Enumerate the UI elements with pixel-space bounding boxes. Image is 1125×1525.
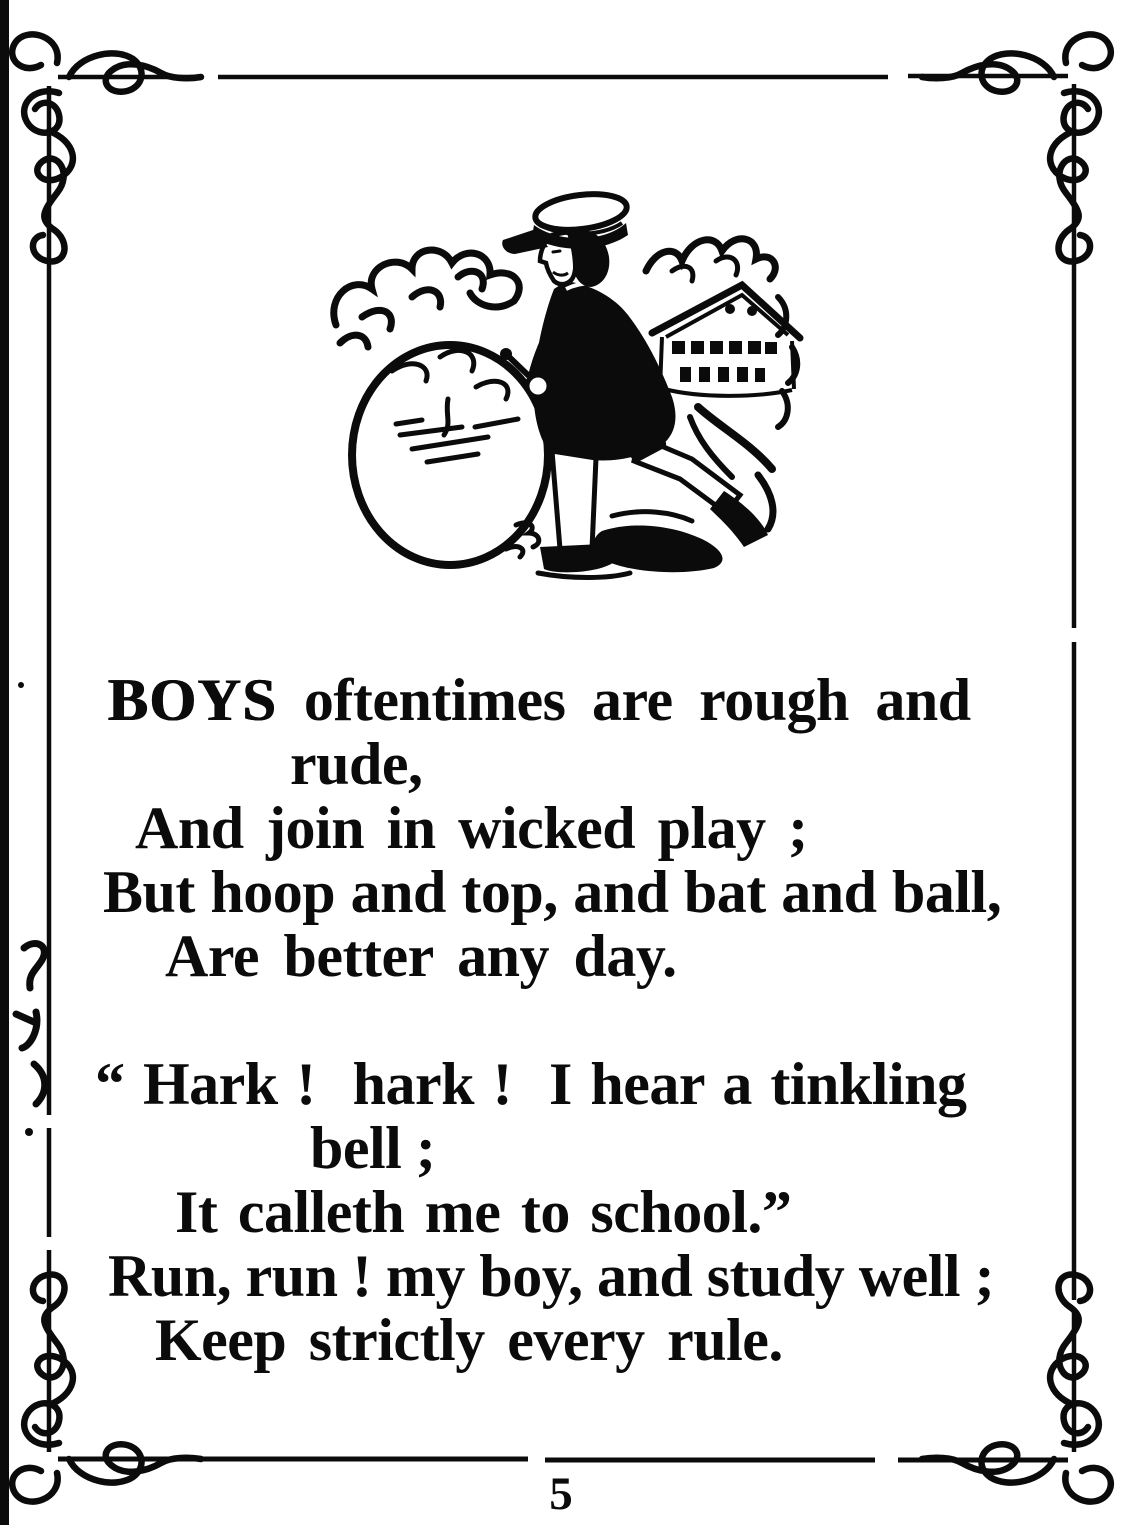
verse-block <box>95 667 1090 1373</box>
ink-marks <box>16 682 45 1136</box>
verse-line <box>108 668 1090 732</box>
house <box>652 285 800 396</box>
boy-front-shoe <box>540 544 614 572</box>
boy-coat <box>534 281 676 461</box>
ground-shadow <box>506 512 723 578</box>
verse-line: It calleth me to school.” <box>175 1179 792 1245</box>
illustration <box>300 175 820 615</box>
bushes-left <box>334 250 519 347</box>
page-number: 5 <box>549 1468 574 1520</box>
house-windows <box>672 341 777 382</box>
verse-line: Keep strictly every rule. <box>155 1307 783 1373</box>
boy-eye <box>553 251 560 252</box>
hoop-stick-tip <box>500 348 512 360</box>
verse-line: And join in wicked play ; <box>135 795 808 861</box>
verse-line: bell ; <box>310 1115 436 1181</box>
boy-front-leg <box>552 451 596 549</box>
stanza-gap <box>100 988 1090 1052</box>
hoop <box>352 345 548 565</box>
verse-line: Are better any day. <box>165 923 677 989</box>
verse-line: Run, run ! my boy, and study well ; <box>108 1243 995 1309</box>
verse-line: “ Hark ! hark ! I hear a tinkling <box>95 1051 967 1117</box>
verse-lead-word: BOYS <box>108 667 278 733</box>
verse-line: rude, <box>290 731 423 797</box>
corner-flourish-top-left <box>12 34 201 261</box>
gutter-bar <box>0 0 9 1525</box>
corner-flourish-top-right <box>922 34 1111 261</box>
verse-line-text: oftentimes are rough and <box>277 667 971 733</box>
verse-line: But hoop and top, and bat and ball, <box>103 859 1002 925</box>
